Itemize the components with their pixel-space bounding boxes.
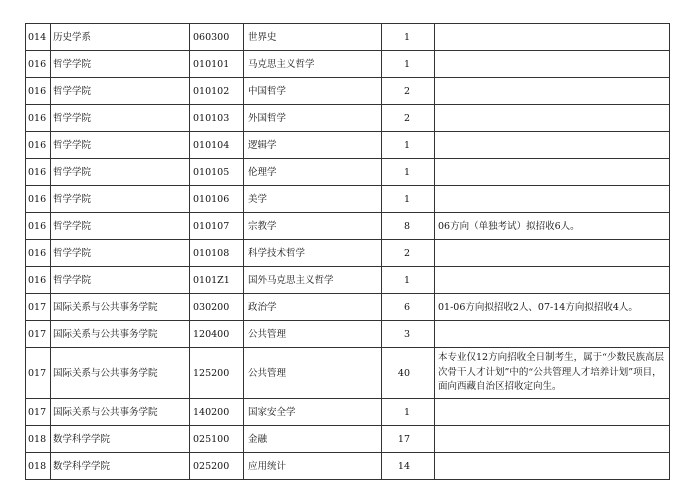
major-code-cell: 125200: [190, 348, 244, 399]
quota-cell: 1: [382, 186, 435, 213]
major-name-cell: 公共管理: [244, 348, 382, 399]
admissions-table: [25, 23, 670, 480]
college-number-cell: 016: [26, 186, 51, 213]
note-cell: 06方向（单独考试）拟招收6人。: [435, 213, 670, 240]
note-cell: [435, 240, 670, 267]
major-name-cell: 马克思主义哲学: [244, 51, 382, 78]
major-code-cell: 120400: [190, 321, 244, 348]
major-code-cell: 010108: [190, 240, 244, 267]
major-name-cell: 政治学: [244, 294, 382, 321]
table-row: [26, 132, 670, 159]
quota-cell: 1: [382, 399, 435, 426]
college-number-cell: 017: [26, 399, 51, 426]
note-cell: [435, 453, 670, 480]
college-name-cell: 哲学学院: [51, 240, 190, 267]
college-number-cell: 016: [26, 267, 51, 294]
college-number-cell: 017: [26, 321, 51, 348]
college-number-cell: 017: [26, 348, 51, 399]
note-cell: [435, 159, 670, 186]
major-name-cell: 美学: [244, 186, 382, 213]
quota-cell: 2: [382, 240, 435, 267]
quota-cell: 40: [382, 348, 435, 399]
college-name-cell: 国际关系与公共事务学院: [51, 348, 190, 399]
quota-cell: 6: [382, 294, 435, 321]
major-code-cell: 140200: [190, 399, 244, 426]
table-row: [26, 24, 670, 51]
quota-cell: 8: [382, 213, 435, 240]
table-row: [26, 78, 670, 105]
college-name-cell: 哲学学院: [51, 186, 190, 213]
college-name-cell: 国际关系与公共事务学院: [51, 294, 190, 321]
table-row: [26, 240, 670, 267]
admissions-table-sheet: [25, 23, 669, 480]
major-name-cell: 科学技术哲学: [244, 240, 382, 267]
major-code-cell: 0101Z1: [190, 267, 244, 294]
note-cell: 01-06方向拟招收2人、07-14方向拟招收4人。: [435, 294, 670, 321]
college-name-cell: 哲学学院: [51, 78, 190, 105]
major-name-cell: 逻辑学: [244, 132, 382, 159]
major-name-cell: 国家安全学: [244, 399, 382, 426]
table-row: [26, 159, 670, 186]
college-name-cell: 国际关系与公共事务学院: [51, 399, 190, 426]
note-cell: [435, 426, 670, 453]
college-number-cell: 017: [26, 294, 51, 321]
college-number-cell: 016: [26, 213, 51, 240]
major-name-cell: 世界史: [244, 24, 382, 51]
note-cell: [435, 186, 670, 213]
major-code-cell: 010101: [190, 51, 244, 78]
college-name-cell: 历史学系: [51, 24, 190, 51]
major-name-cell: 宗教学: [244, 213, 382, 240]
college-number-cell: 018: [26, 453, 51, 480]
college-number-cell: 016: [26, 240, 51, 267]
note-cell: [435, 321, 670, 348]
quota-cell: 1: [382, 159, 435, 186]
major-code-cell: 010106: [190, 186, 244, 213]
table-row: [26, 426, 670, 453]
table-row: [26, 51, 670, 78]
college-number-cell: 016: [26, 51, 51, 78]
quota-cell: 17: [382, 426, 435, 453]
college-name-cell: 哲学学院: [51, 159, 190, 186]
note-cell: [435, 267, 670, 294]
table-row: [26, 453, 670, 480]
note-cell: [435, 105, 670, 132]
table-row: [26, 321, 670, 348]
major-code-cell: 010102: [190, 78, 244, 105]
college-number-cell: 016: [26, 105, 51, 132]
table-body: [26, 24, 670, 480]
major-code-cell: 010104: [190, 132, 244, 159]
major-name-cell: 外国哲学: [244, 105, 382, 132]
quota-cell: 2: [382, 105, 435, 132]
note-cell: [435, 78, 670, 105]
quota-cell: 1: [382, 51, 435, 78]
table-row: [26, 267, 670, 294]
quota-cell: 3: [382, 321, 435, 348]
college-name-cell: 数学科学学院: [51, 453, 190, 480]
college-name-cell: 哲学学院: [51, 132, 190, 159]
note-cell: [435, 51, 670, 78]
major-name-cell: 金融: [244, 426, 382, 453]
major-name-cell: 中国哲学: [244, 78, 382, 105]
quota-cell: 1: [382, 24, 435, 51]
quota-cell: 1: [382, 132, 435, 159]
college-name-cell: 哲学学院: [51, 105, 190, 132]
college-number-cell: 014: [26, 24, 51, 51]
college-number-cell: 016: [26, 132, 51, 159]
college-name-cell: 哲学学院: [51, 213, 190, 240]
major-code-cell: 060300: [190, 24, 244, 51]
major-name-cell: 公共管理: [244, 321, 382, 348]
college-name-cell: 数学科学学院: [51, 426, 190, 453]
quota-cell: 2: [382, 78, 435, 105]
table-row: [26, 105, 670, 132]
table-row: [26, 213, 670, 240]
college-name-cell: 哲学学院: [51, 51, 190, 78]
note-cell: [435, 399, 670, 426]
quota-cell: 1: [382, 267, 435, 294]
college-name-cell: 哲学学院: [51, 267, 190, 294]
major-code-cell: 010107: [190, 213, 244, 240]
major-name-cell: 应用统计: [244, 453, 382, 480]
major-name-cell: 国外马克思主义哲学: [244, 267, 382, 294]
table-row: [26, 399, 670, 426]
college-number-cell: 016: [26, 78, 51, 105]
quota-cell: 14: [382, 453, 435, 480]
major-code-cell: 010103: [190, 105, 244, 132]
major-code-cell: 030200: [190, 294, 244, 321]
college-name-cell: 国际关系与公共事务学院: [51, 321, 190, 348]
major-code-cell: 025100: [190, 426, 244, 453]
table-row: [26, 186, 670, 213]
note-cell: [435, 132, 670, 159]
major-name-cell: 伦理学: [244, 159, 382, 186]
note-cell: 本专业仅12方向招收全日制考生，属于“少数民族高层次骨干人才计划”中的“公共管理人才培养计划”项目，面向西藏自治区招收定向生。: [435, 348, 670, 399]
major-code-cell: 025200: [190, 453, 244, 480]
note-cell: [435, 24, 670, 51]
college-number-cell: 018: [26, 426, 51, 453]
major-code-cell: 010105: [190, 159, 244, 186]
college-number-cell: 016: [26, 159, 51, 186]
table-row: [26, 294, 670, 321]
table-row: [26, 348, 670, 399]
